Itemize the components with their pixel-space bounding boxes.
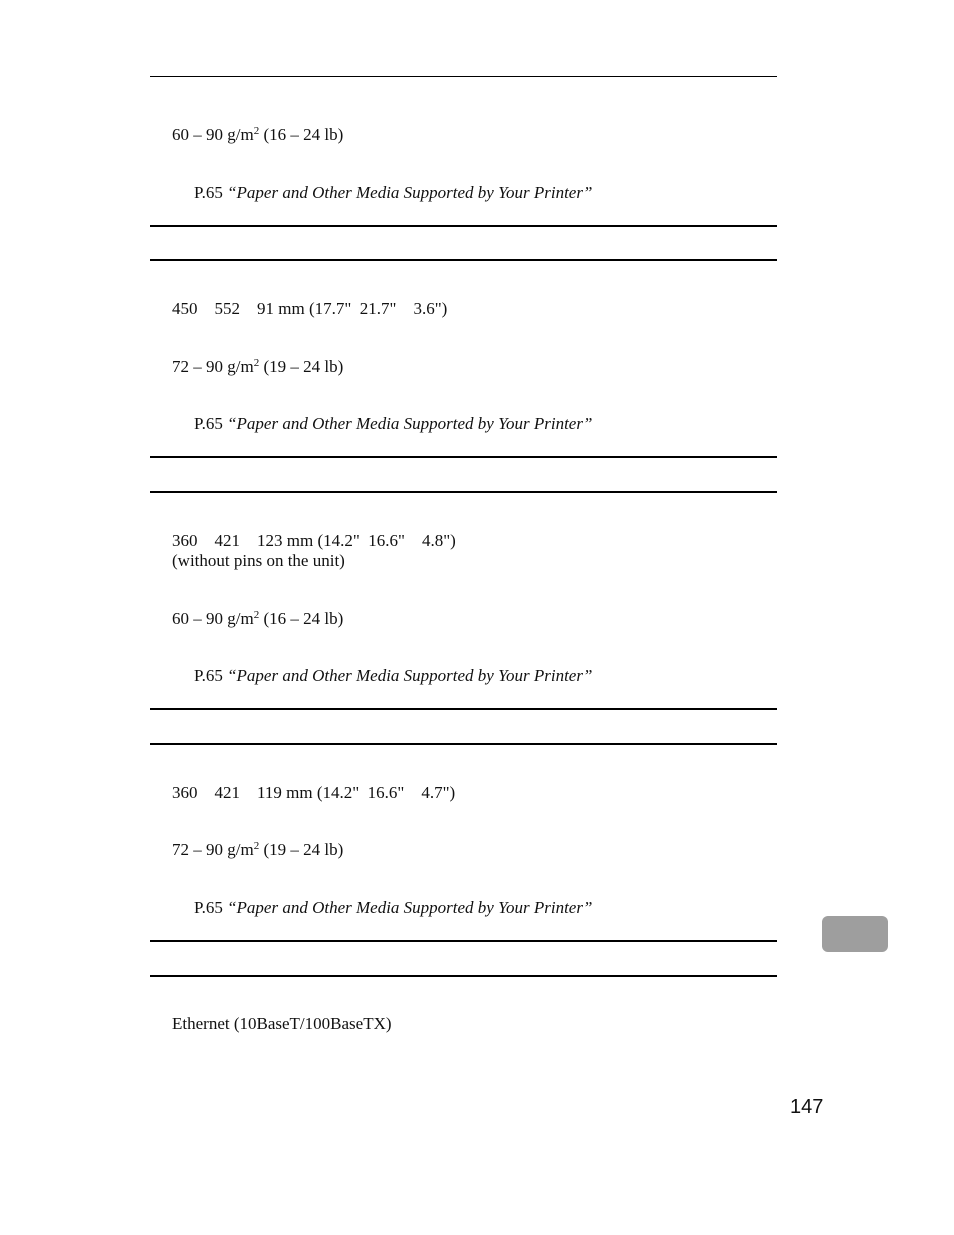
paper-weight: 60 – 90 $g/m^2$ (16 – 24 lb) [172,609,344,628]
section-rule [150,708,777,710]
reference-link[interactable]: P.65 “Paper and Other Media Supported by Your Printer” [194,183,593,202]
chapter-tab [822,916,888,952]
section-rule [150,940,777,942]
section-rule [150,225,777,227]
section-rule [150,491,777,493]
dimensions-note: (without pins on the unit) [172,551,345,570]
paper-weight: 72 – 90 $g/m^2$ (19 – 24 lb) [172,840,344,859]
section-rule [150,259,777,261]
header-rule [150,76,777,77]
section-rule [150,456,777,458]
dimensions: 450 552 91 mm (17.7" 21.7" 3.6") [172,299,448,318]
page-number: 147 [790,1096,824,1118]
dimensions: 360 421 119 mm (14.2" 16.6" 4.7") [172,783,456,802]
dimensions: 360 421 123 mm (14.2" 16.6" 4.8") [172,531,456,550]
paper-weight: 72 – 90 $g/m^2$ (19 – 24 lb) [172,357,344,376]
section-rule [150,743,777,745]
reference-link[interactable]: P.65 “Paper and Other Media Supported by Your Printer” [194,666,593,685]
reference-link[interactable]: P.65 “Paper and Other Media Supported by Your Printer” [194,414,593,433]
paper-weight: 60 – 90 $g/m^2$ (16 – 24 lb) [172,125,344,144]
section-rule [150,975,777,977]
interface-value: Ethernet (10BaseT/100BaseTX) [172,1014,392,1033]
reference-link[interactable]: P.65 “Paper and Other Media Supported by Your Printer” [194,898,593,917]
